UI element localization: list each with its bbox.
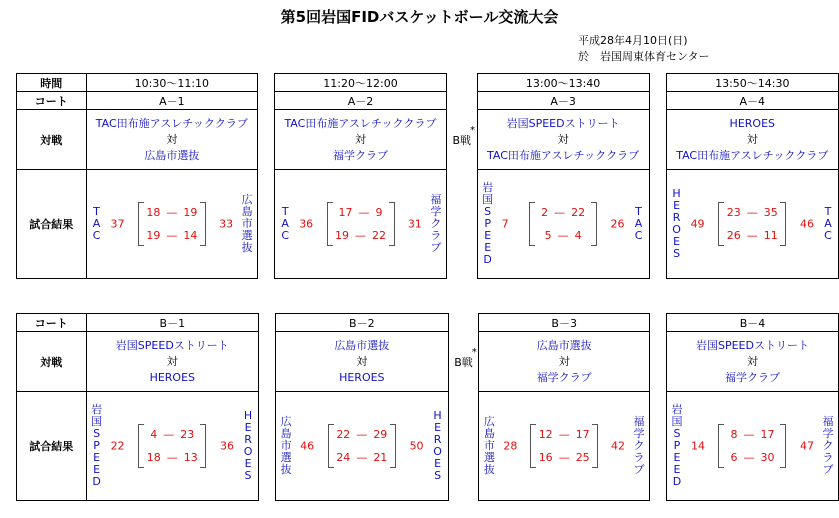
result-cell: [666, 170, 838, 279]
name-char: P: [673, 439, 681, 452]
first-half-score: 23 — 35: [726, 206, 778, 219]
name-char: 抜: [241, 241, 253, 254]
team2-vertical-name: [240, 170, 254, 278]
result-cell: [479, 392, 650, 501]
name-char: 国: [482, 193, 494, 206]
result-row: [17, 170, 839, 279]
result-row: [17, 392, 839, 501]
result-cell: [86, 392, 258, 501]
second-half-score: 19 — 14: [146, 229, 198, 242]
score-box: [275, 170, 446, 278]
score-box: [667, 392, 838, 500]
b-sen-cell: [446, 110, 477, 170]
court-name: A－4: [666, 92, 838, 110]
second-half-score: 6 — 30: [730, 451, 775, 464]
match-row: [17, 332, 839, 392]
name-char: S: [434, 469, 442, 482]
name-char: 学: [822, 427, 834, 440]
vs-label: 対: [746, 354, 758, 368]
name-char: ラ: [822, 451, 834, 464]
name-char: D: [483, 253, 492, 266]
b-sen-cell: [448, 332, 479, 392]
score-box: [478, 170, 649, 278]
name-char: O: [672, 223, 681, 236]
court-label: コート: [17, 314, 87, 332]
result-label: 試合結果: [17, 170, 87, 279]
name-char: 国: [671, 415, 683, 428]
court-label: コート: [17, 92, 87, 110]
name-char: 国: [91, 415, 103, 428]
first-half-score: 22 — 29: [336, 428, 388, 441]
name-char: S: [93, 427, 101, 440]
team2-vertical-name: [431, 392, 445, 500]
name-char: H: [243, 409, 253, 422]
name-char: ク: [822, 439, 834, 452]
team2-total-score: 50: [409, 439, 424, 453]
team1-vertical-name: [482, 392, 496, 500]
vs-label: 対: [355, 132, 366, 146]
name-char: T: [635, 205, 642, 218]
name-char: R: [433, 433, 442, 446]
court-name: B－4: [666, 314, 838, 332]
name-char: A: [281, 217, 289, 230]
team1-vertical-name: [279, 392, 293, 500]
name-char: ブ: [633, 463, 645, 476]
second-half-score: 24 — 21: [336, 451, 388, 464]
asterisk-mark: *: [471, 346, 477, 358]
half-scores-bracket: [718, 202, 786, 246]
name-char: R: [672, 211, 681, 224]
team1-name: 広島市選抜: [536, 338, 592, 352]
name-char: 選: [280, 451, 292, 464]
result-cell: [477, 170, 649, 279]
name-char: E: [484, 229, 492, 242]
team2-total-score: 42: [610, 439, 625, 453]
team2-vertical-name: [632, 170, 646, 278]
name-char: 広: [241, 193, 253, 206]
result-cell: [666, 392, 838, 501]
team2-name: 福学クラブ: [333, 148, 388, 162]
match-cell: [275, 110, 447, 170]
name-char: ラ: [430, 229, 442, 242]
name-char: 島: [280, 427, 292, 440]
team1-vertical-name: [481, 170, 495, 278]
team2-total-score: 31: [407, 217, 422, 231]
name-char: R: [244, 433, 252, 446]
court-name: B－1: [86, 314, 258, 332]
court-row: [17, 314, 839, 332]
team2-total-score: 36: [220, 439, 235, 453]
score-box: [87, 170, 258, 278]
first-half-score: 8 — 17: [730, 428, 775, 441]
team2-name: HEROES: [339, 370, 385, 384]
first-half-score: 12 — 17: [538, 428, 590, 441]
match-cell: [86, 110, 258, 170]
match-cell: [666, 110, 838, 170]
time-slot: 11:20～12:00: [275, 74, 447, 92]
team2-vertical-name: [821, 170, 835, 278]
vs-label: 対: [166, 132, 178, 146]
team1-name: 広島市選抜: [334, 338, 390, 352]
result-label: 試合結果: [17, 392, 87, 501]
name-char: H: [433, 409, 442, 422]
name-char: 岩: [482, 181, 494, 194]
name-char: ブ: [822, 463, 834, 476]
name-char: E: [673, 463, 681, 476]
score-box: [87, 392, 258, 500]
team2-vertical-name: [632, 392, 646, 500]
name-char: 市: [280, 439, 292, 452]
name-char: 選: [483, 451, 495, 464]
match-cell: [666, 332, 838, 392]
name-char: C: [634, 229, 643, 242]
team2-total-score: 47: [800, 439, 814, 453]
team1-name: 岩国SPEEDストリート: [115, 338, 229, 352]
name-char: ク: [633, 439, 645, 452]
name-char: 学: [430, 205, 442, 218]
team1-total-score: 49: [690, 217, 705, 231]
team1-vertical-name: [90, 170, 104, 278]
match-cell: [276, 332, 448, 392]
name-char: ラ: [633, 451, 645, 464]
name-char: D: [672, 475, 682, 488]
name-char: T: [93, 205, 100, 218]
name-char: 広: [483, 415, 495, 428]
name-char: O: [243, 445, 253, 458]
match-cell: [479, 332, 650, 392]
score-box: [276, 392, 447, 500]
schedule-table-a: [16, 73, 839, 279]
team2-name: HEROES: [149, 370, 196, 384]
half-scores-bracket: [529, 202, 597, 246]
team2-name: TAC田布施アスレチッククラブ: [487, 148, 640, 162]
name-char: 学: [633, 427, 645, 440]
name-char: C: [824, 229, 832, 242]
second-half-score: 26 — 11: [726, 229, 778, 242]
name-char: S: [673, 427, 681, 440]
time-slot: 13:00～13:40: [477, 74, 649, 92]
team1-total-score: 46: [300, 439, 315, 453]
second-half-score: 16 — 25: [538, 451, 590, 464]
team2-vertical-name: [241, 392, 255, 500]
team2-name: 福学クラブ: [724, 370, 780, 384]
name-char: ク: [430, 217, 442, 230]
team2-name: TAC田布施アスレチッククラブ: [676, 148, 829, 162]
name-char: P: [93, 439, 100, 452]
name-char: C: [281, 229, 290, 242]
first-half-score: 4 — 23: [150, 428, 195, 441]
asterisk-mark: *: [470, 124, 476, 136]
result-cell: [275, 170, 447, 279]
half-scores-bracket: [327, 202, 395, 246]
time-slot: 13:50～14:30: [666, 74, 838, 92]
team2-total-score: 46: [800, 217, 814, 231]
court-name: B－2: [276, 314, 448, 332]
name-char: 抜: [280, 463, 292, 476]
team1-name: TAC田布施アスレチッククラブ: [95, 116, 248, 130]
name-char: 島: [241, 205, 253, 218]
team1-vertical-name: [278, 170, 292, 278]
time-label: 時間: [17, 74, 87, 92]
team2-total-score: 26: [610, 217, 625, 231]
half-scores-bracket: [718, 424, 786, 468]
vs-label: 対: [166, 354, 178, 368]
team1-total-score: 37: [110, 217, 125, 231]
name-char: 選: [241, 229, 253, 242]
team1-name: HEROES: [729, 116, 776, 130]
name-char: A: [92, 217, 101, 230]
team1-total-score: 36: [299, 217, 314, 231]
name-char: E: [484, 241, 492, 254]
match-label: 対戦: [17, 332, 87, 392]
name-char: ブ: [430, 241, 442, 254]
name-char: 福: [822, 415, 834, 428]
name-char: 広: [280, 415, 292, 428]
name-char: E: [434, 421, 442, 434]
name-char: O: [433, 445, 442, 458]
name-char: P: [484, 217, 491, 230]
first-half-score: 17 — 9: [338, 206, 383, 219]
half-scores-bracket: [138, 202, 206, 246]
team2-total-score: 33: [219, 217, 234, 231]
vs-label: 対: [356, 354, 368, 368]
vs-label: 対: [558, 354, 570, 368]
team1-name: TAC田布施アスレチッククラブ: [284, 116, 437, 130]
name-char: T: [281, 205, 289, 218]
b-sen-label: B戦 *: [452, 124, 476, 147]
half-scores-bracket: [328, 424, 396, 468]
name-char: H: [672, 187, 681, 200]
name-char: E: [673, 199, 681, 212]
score-box: [479, 392, 649, 500]
name-char: S: [484, 205, 492, 218]
name-char: E: [673, 451, 681, 464]
second-half-score: 5 — 4: [544, 229, 582, 242]
vs-label: 対: [746, 132, 758, 146]
team1-total-score: 14: [690, 439, 705, 453]
name-char: A: [634, 217, 643, 230]
team1-vertical-name: [670, 392, 684, 500]
team2-name: 広島市選抜: [144, 148, 200, 162]
name-char: 島: [483, 427, 495, 440]
event-venue: 於 岩国周東体育センター: [578, 50, 710, 63]
court-row: [17, 92, 839, 110]
name-char: S: [244, 469, 252, 482]
event-date: 平成28年4月10日(日): [578, 34, 688, 47]
vs-label: 対: [557, 132, 569, 146]
team2-vertical-name: [429, 170, 443, 278]
team1-total-score: 7: [501, 217, 509, 231]
second-half-score: 18 — 13: [146, 451, 198, 464]
match-cell: [86, 332, 258, 392]
team1-vertical-name: [670, 170, 684, 278]
name-char: E: [93, 451, 101, 464]
first-half-score: 2 — 22: [541, 206, 586, 219]
name-char: 岩: [671, 403, 683, 416]
team2-vertical-name: [821, 392, 835, 500]
name-char: E: [93, 463, 101, 476]
name-char: 市: [483, 439, 495, 452]
team2-name: 福学クラブ: [536, 370, 592, 384]
name-char: 岩: [91, 403, 103, 416]
court-name: A－1: [86, 92, 258, 110]
match-row: [17, 110, 839, 170]
name-char: C: [92, 229, 101, 242]
team1-total-score: 22: [110, 439, 125, 453]
name-char: 福: [430, 193, 442, 206]
match-cell: [477, 110, 649, 170]
time-slot: 10:30～11:10: [86, 74, 258, 92]
page-title: 第5回岩国FIDバスケットボール交流大会: [280, 8, 559, 26]
name-char: D: [92, 475, 101, 488]
court-name: B－3: [479, 314, 650, 332]
half-scores-bracket: [530, 424, 598, 468]
court-name: A－2: [275, 92, 447, 110]
name-char: E: [673, 235, 681, 248]
name-char: E: [434, 457, 442, 470]
name-char: A: [824, 217, 832, 230]
name-char: 福: [633, 415, 645, 428]
team1-name: 岩国SPEEDストリート: [695, 338, 809, 352]
team1-total-score: 28: [503, 439, 518, 453]
team1-vertical-name: [90, 392, 104, 500]
schedule-table-b: [16, 313, 839, 501]
name-char: E: [244, 421, 252, 434]
score-box: [667, 170, 838, 278]
name-char: E: [244, 457, 252, 470]
name-char: 抜: [483, 463, 495, 476]
second-half-score: 19 — 22: [335, 229, 386, 242]
name-char: 市: [241, 217, 253, 230]
first-half-score: 18 — 19: [146, 206, 198, 219]
time-row: [17, 74, 839, 92]
court-name: A－3: [477, 92, 649, 110]
half-scores-bracket: [138, 424, 206, 468]
result-cell: [86, 170, 258, 279]
name-char: T: [824, 205, 832, 218]
match-label: 対戦: [17, 110, 87, 170]
result-cell: [276, 392, 448, 501]
name-char: S: [673, 247, 681, 260]
b-sen-label: B戦 *: [454, 346, 477, 369]
team1-name: 岩国SPEEDストリート: [506, 116, 620, 130]
